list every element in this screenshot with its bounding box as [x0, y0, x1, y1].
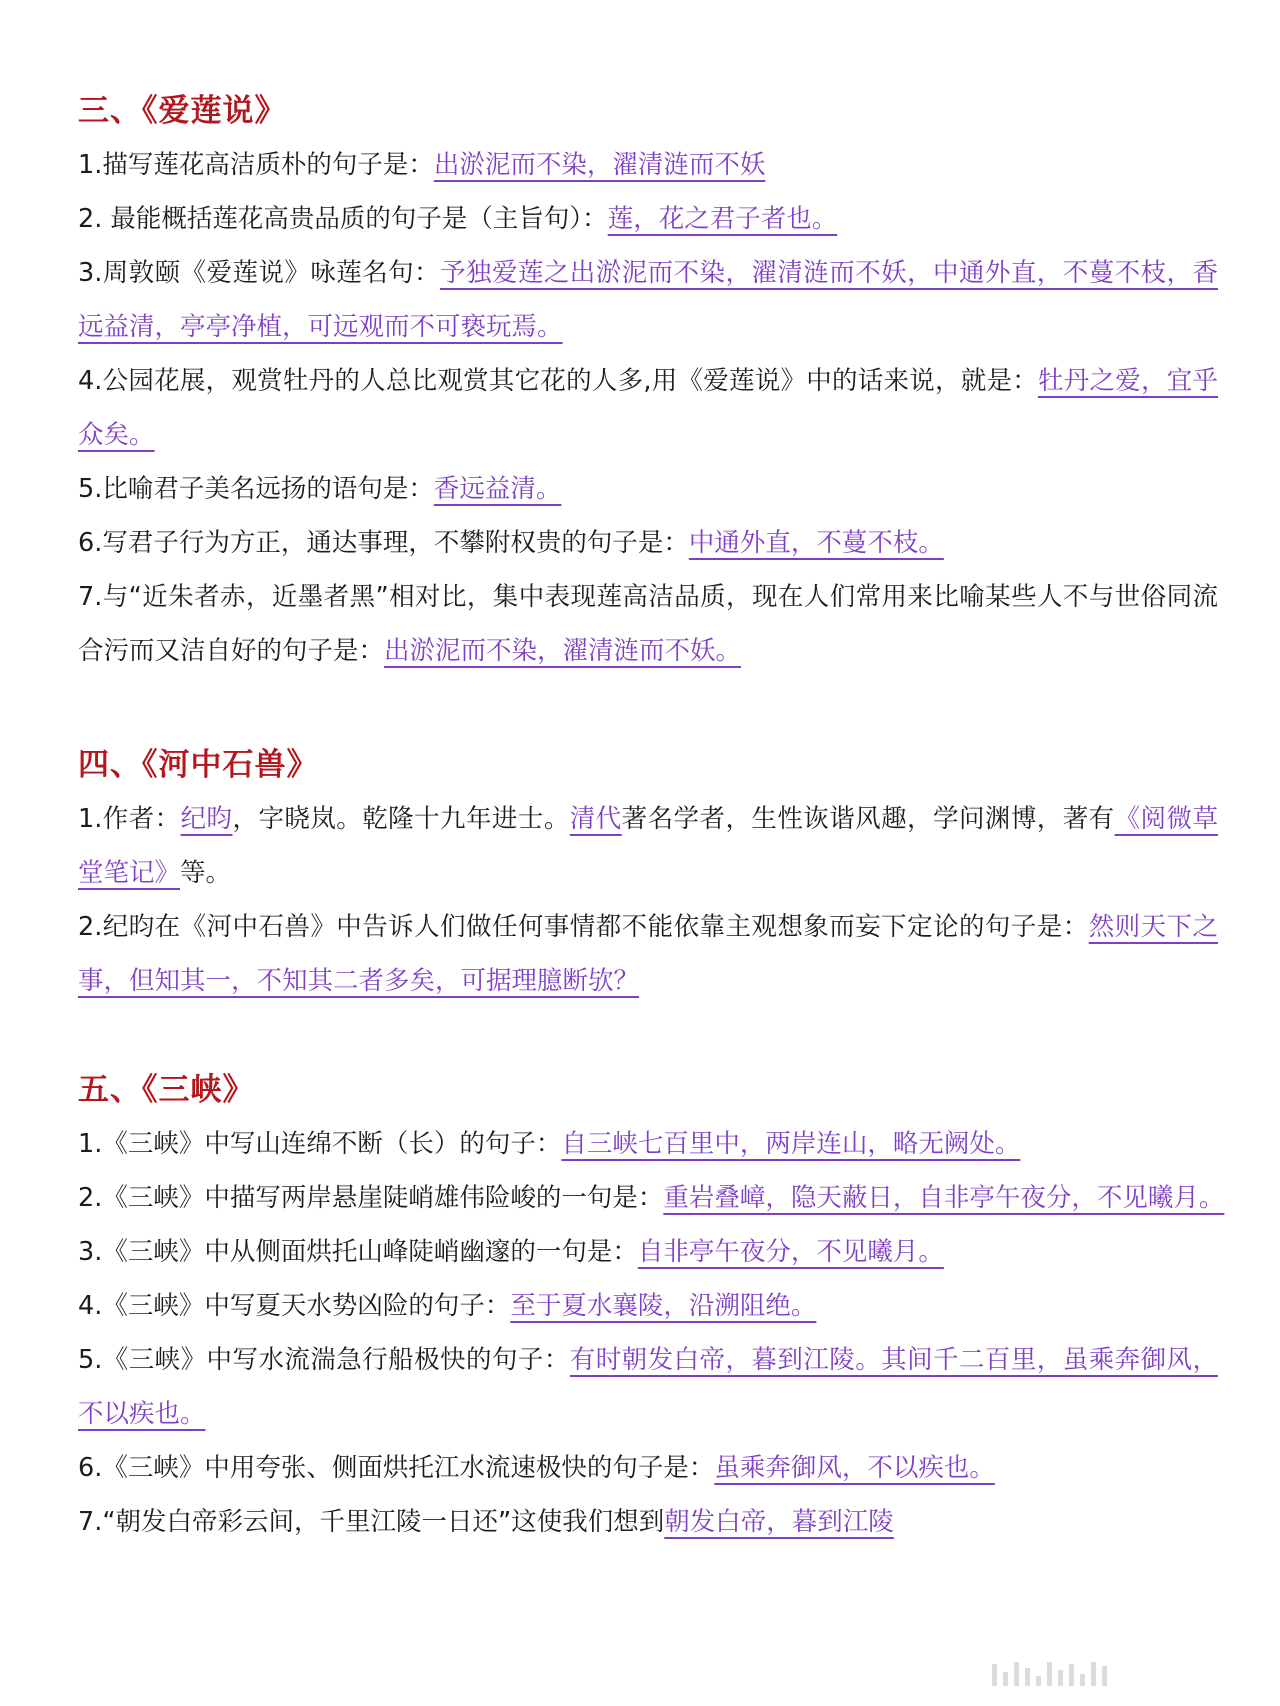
question-text: 5.《三峡》中写水流湍急行船极快的句子： [78, 1345, 570, 1375]
answer-text: 牡丹之爱，宜乎众矣。 [78, 366, 1218, 450]
answer-text: 重岩叠嶂，隐天蔽日，自非亭午夜分，不见曦月。 [663, 1183, 1225, 1213]
question-text: 5.比喻君子美名远扬的语句是： [78, 474, 434, 504]
question-text: 等。 [180, 858, 232, 888]
question-text: 7.“朝发白帝彩云间，千里江陵一日还”这使我们想到 [78, 1507, 665, 1537]
answer-text: 中通外直，不蔓不枝。 [688, 528, 944, 558]
list-item [78, 792, 1218, 900]
answer-text: 虽乘奔御风，不以疾也。 [714, 1453, 995, 1483]
list-item [78, 900, 1218, 1008]
question-text: 2.纪昀在《河中石兽》中告诉人们做任何事情都不能依靠主观想象而妄下定论的句子是： [78, 912, 1089, 942]
question-text: 2.《三峡》中描写两岸悬崖陡峭雄伟险峻的一句是： [78, 1183, 664, 1213]
list-item [78, 516, 1218, 570]
list-item [78, 1117, 1218, 1171]
section-heading: 四、《河中石兽》 [78, 747, 319, 783]
answer-text: 清代 [569, 804, 622, 834]
answer-text: 予独爱莲之出淤泥而不染，濯清涟而不妖，中通外直，不蔓不枝，香远益清，亭亭净植，可远观而不可亵玩焉。 [78, 258, 1218, 342]
answer-text: 自三峡七百里中，两岸连山，略无阙处。 [561, 1129, 1021, 1159]
question-text: 3.《三峡》中从侧面烘托山峰陡峭幽邃的一句是： [78, 1237, 638, 1267]
list-item [78, 138, 1218, 192]
list-item [78, 354, 1218, 462]
list-item [78, 1279, 1218, 1333]
list-item [78, 462, 1218, 516]
answer-text: 至于夏水襄陵，沿溯阻绝。 [510, 1291, 817, 1321]
answer-text: 朝发白帝，暮到江陵 [664, 1507, 894, 1537]
list-item [78, 1225, 1218, 1279]
list-item [78, 192, 1218, 246]
list-item [78, 1441, 1218, 1495]
question-text: 2. 最能概括莲花高贵品质的句子是（主旨句）： [78, 204, 608, 234]
question-text: 4.公园花展，观赏牡丹的人总比观赏其它花的人多,用《爱莲说》中的话来说，就是： [78, 366, 1038, 396]
list-item [78, 1333, 1218, 1441]
answer-text: 然则天下之事，但知其一，不知其二者多矣，可据理臆断欤？ [78, 912, 1218, 996]
question-text: ，字晓岚。乾隆十九年进士。 [232, 804, 570, 834]
section-sanxia [78, 1063, 1225, 1549]
section-heading: 五、《三峡》 [78, 1072, 255, 1108]
list-item [78, 246, 1218, 354]
question-text: 1.描写莲花高洁质朴的句子是： [78, 150, 434, 180]
answer-text: 莲，花之君子者也。 [607, 204, 838, 234]
answer-text: 出淤泥而不染，濯清涟而不妖。 [384, 636, 742, 666]
answer-text: 出淤泥而不染，濯清涟而不妖 [433, 150, 766, 180]
watermark-mark [992, 1660, 1254, 1686]
answer-text: 自非亭午夜分，不见曦月。 [637, 1237, 944, 1267]
question-text: 4.《三峡》中写夏天水势凶险的句子： [78, 1291, 511, 1321]
section-hezhongshishou [78, 738, 1218, 1008]
answer-text: 《阅微草堂笔记》 [78, 804, 1218, 888]
question-text: 著名学者，生性诙谐风趣，学问渊博，著有 [621, 804, 1115, 834]
section-heading: 三、《爱莲说》 [78, 93, 287, 129]
question-text: 1.作者： [78, 804, 181, 834]
list-item [78, 1171, 1225, 1225]
answer-text: 纪昀 [180, 804, 233, 834]
section-ailianshuo [78, 84, 1218, 678]
question-text: 6.《三峡》中用夸张、侧面烘托江水流速极快的句子是： [78, 1453, 715, 1483]
question-text: 6.写君子行为方正，通达事理，不攀附权贵的句子是： [78, 528, 689, 558]
list-item [78, 1495, 1218, 1549]
question-text: 7.与“近朱者赤，近墨者黑”相对比，集中表现莲高洁品质，现在人们常用来比喻某些人不与世俗同流合污而又洁自好的句子是： [78, 582, 1218, 666]
question-text: 1.《三峡》中写山连绵不断（长）的句子： [78, 1129, 562, 1159]
answer-text: 有时朝发白帝，暮到江陵。其间千二百里，虽乘奔御风，不以疾也。 [78, 1345, 1218, 1429]
answer-text: 香远益清。 [433, 474, 562, 504]
list-item [78, 570, 1218, 678]
question-text: 3.周敦颐《爱莲说》咏莲名句： [78, 258, 441, 288]
